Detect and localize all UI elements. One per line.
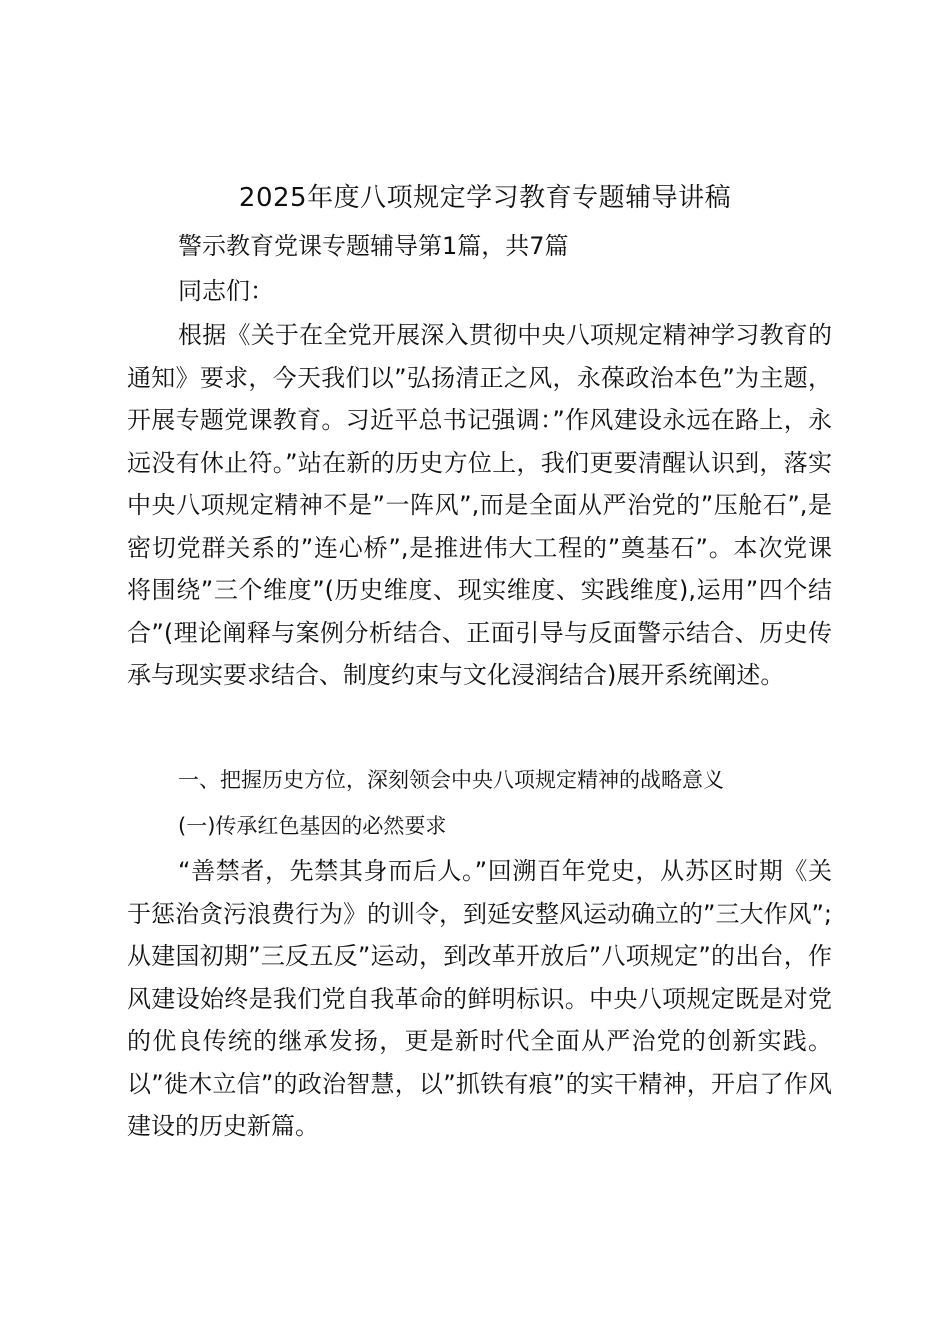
document-subtitle: 警示教育党课专题辅导第1篇，共7篇 <box>178 232 569 260</box>
subsection-heading: (一)传承红色基因的必然要求 <box>178 814 447 838</box>
paragraph-introduction: 根据《关于在全党开展深入贯彻中央八项规定精神学习教育的通知》要求，今天我们以”弘扬清正之风，永葆政治本色”为主题，开展专题党课教育。习近平总书记强调：”作风建设永远在路上，永远没有休止符。”站在新的历史方位上，我们更要清醒认识到，落实中央八项规定精神不是”一阵风”,而是全面从严治党的”压舱石”,是密切党群关系的”连心桥”,是推进伟大工程的”奠基石”。本次党课将围绕”三个维度”(历史维度、现实维度、实践维度),运用”四个结合”(理论阐释与案例分析结合、正面引导与反面警示结合、历史传承与现实要求结合、制度约束与文化浸润结合)展开系统阐述。 <box>127 321 832 689</box>
section-heading: 一、把握历史方位，深刻领会中央八项规定精神的战略意义 <box>178 768 724 792</box>
paragraph-red-gene: “善禁者，先禁其身而后人。”回溯百年党史，从苏区时期《关于惩治贪污浪费行为》的训令，到延安整风运动确立的”三大作风”;从建国初期”三反五反”运动，到改革开放后”八项规定”的出台，作风建设始终是我们党自我革命的鲜明标识。中央八项规定既是对党的优良传统的继承发扬，更是新时代全面从严治党的创新实践。以”徙木立信”的政治智慧，以”抓铁有痕”的实干精神，开启了作风建设的历史新篇。 <box>127 857 832 1140</box>
salutation: 同志们： <box>178 277 274 305</box>
document-title: 2025年度八项规定学习教育专题辅导讲稿 <box>238 183 732 213</box>
